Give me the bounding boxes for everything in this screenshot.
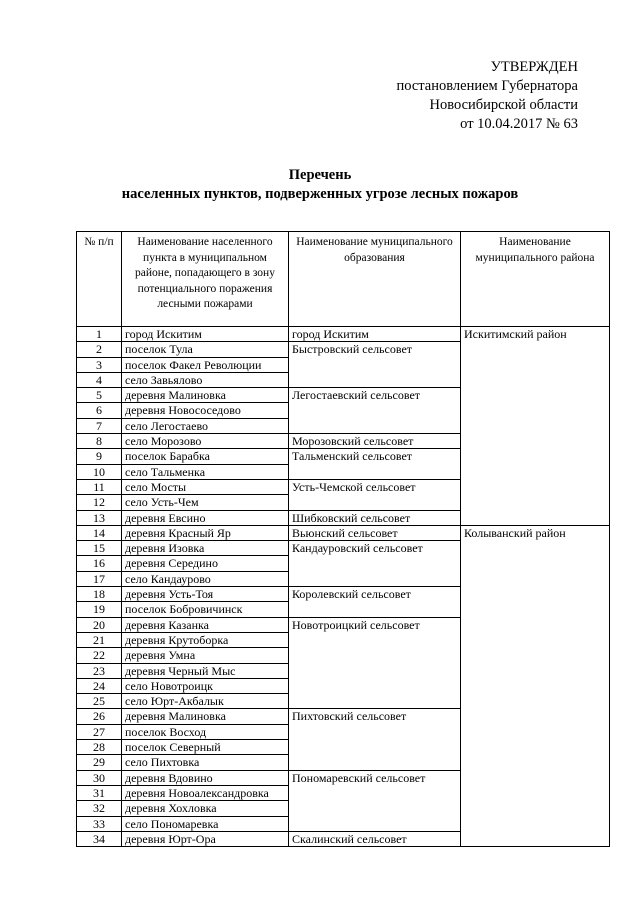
settlement-name: деревня Середино: [122, 556, 289, 571]
row-number: 13: [77, 510, 122, 525]
settlement-name: село Легостаево: [122, 418, 289, 433]
settlement-name: село Морозово: [122, 434, 289, 449]
settlement-name: поселок Факел Революции: [122, 357, 289, 372]
settlement-name: деревня Малиновка: [122, 388, 289, 403]
municipality-name: Усть-Чемской сельсовет: [289, 479, 461, 510]
municipality-name: Легостаевский сельсовет: [289, 388, 461, 434]
row-number: 31: [77, 785, 122, 800]
row-number: 6: [77, 403, 122, 418]
row-number: 33: [77, 816, 122, 831]
approval-region: Новосибирской области: [429, 97, 578, 113]
document-title: [0, 166, 640, 204]
row-number: 1: [77, 327, 122, 342]
district-name: Колыванский район: [461, 525, 610, 846]
row-number: 12: [77, 495, 122, 510]
row-number: 29: [77, 755, 122, 770]
municipality-name: Кандауровский сельсовет: [289, 541, 461, 587]
row-number: 27: [77, 724, 122, 739]
settlement-name: деревня Новоалександровка: [122, 785, 289, 800]
municipality-name: Скалинский сельсовет: [289, 831, 461, 846]
row-number: 9: [77, 449, 122, 464]
row-number: 26: [77, 709, 122, 724]
settlement-name: поселок Тула: [122, 342, 289, 357]
settlement-name: село Кандаурово: [122, 571, 289, 586]
row-number: 19: [77, 602, 122, 617]
header-municipality: Наименование муниципального образования: [289, 232, 461, 327]
settlement-name: поселок Северный: [122, 740, 289, 755]
municipality-name: Тальменский сельсовет: [289, 449, 461, 480]
settlement-name: село Усть-Чем: [122, 495, 289, 510]
row-number: 21: [77, 632, 122, 647]
settlement-name: деревня Новососедово: [122, 403, 289, 418]
settlement-name: деревня Хохловка: [122, 801, 289, 816]
row-number: 22: [77, 648, 122, 663]
row-number: 3: [77, 357, 122, 372]
settlement-name: село Новотроицк: [122, 678, 289, 693]
row-number: 14: [77, 525, 122, 540]
row-number: 25: [77, 694, 122, 709]
row-number: 18: [77, 587, 122, 602]
settlement-name: поселок Бобровичинск: [122, 602, 289, 617]
settlement-name: деревня Вдовино: [122, 770, 289, 785]
row-number: 20: [77, 617, 122, 632]
settlement-name: деревня Евсино: [122, 510, 289, 525]
header-number: № п/п: [77, 232, 122, 327]
row-number: 11: [77, 479, 122, 494]
settlement-name: деревня Малиновка: [122, 709, 289, 724]
settlement-name: поселок Барабка: [122, 449, 289, 464]
settlement-name: деревня Крутоборка: [122, 632, 289, 647]
settlement-name: город Искитим: [122, 327, 289, 342]
approval-block: [396, 58, 578, 134]
approval-decree: постановлением Губернатора: [396, 78, 578, 94]
row-number: 32: [77, 801, 122, 816]
municipality-name: Новотроицкий сельсовет: [289, 617, 461, 709]
row-number: 15: [77, 541, 122, 556]
settlement-name: село Юрт-Акбалык: [122, 694, 289, 709]
municipality-name: Шибковский сельсовет: [289, 510, 461, 525]
row-number: 34: [77, 831, 122, 846]
table-row: [77, 327, 610, 342]
row-number: 5: [77, 388, 122, 403]
table-body: [77, 327, 610, 847]
settlement-name: село Пихтовка: [122, 755, 289, 770]
municipality-name: Вьюнский сельсовет: [289, 525, 461, 540]
municipality-name: Королевский сельсовет: [289, 587, 461, 618]
header-settlement: Наименование населенного пункта в муниципальном районе, попадающего в зону потенциального поражения лесными пожарами: [122, 232, 289, 327]
municipality-name: Морозовский сельсовет: [289, 434, 461, 449]
row-number: 8: [77, 434, 122, 449]
table-header-row: [77, 232, 610, 327]
row-number: 28: [77, 740, 122, 755]
settlement-name: поселок Восход: [122, 724, 289, 739]
settlement-name: деревня Юрт-Ора: [122, 831, 289, 846]
municipality-name: Пихтовский сельсовет: [289, 709, 461, 770]
settlements-table: [76, 231, 610, 847]
settlement-name: деревня Изовка: [122, 541, 289, 556]
row-number: 16: [77, 556, 122, 571]
row-number: 23: [77, 663, 122, 678]
row-number: 7: [77, 418, 122, 433]
row-number: 4: [77, 372, 122, 387]
settlement-name: деревня Умна: [122, 648, 289, 663]
district-name: Искитимский район: [461, 327, 610, 526]
municipality-name: Быстровский сельсовет: [289, 342, 461, 388]
title-line-1: Перечень: [288, 167, 352, 183]
municipality-name: Пономаревский сельсовет: [289, 770, 461, 831]
row-number: 10: [77, 464, 122, 479]
header-district: Наименование муниципального района: [461, 232, 610, 327]
row-number: 17: [77, 571, 122, 586]
settlement-name: село Завьялово: [122, 372, 289, 387]
row-number: 2: [77, 342, 122, 357]
settlement-name: деревня Красный Яр: [122, 525, 289, 540]
municipality-name: город Искитим: [289, 327, 461, 342]
approval-heading: УТВЕРЖДЕН: [490, 59, 578, 75]
title-line-2: населенных пунктов, подверженных угрозе лесных пожаров: [121, 186, 519, 202]
settlement-name: деревня Черный Мыс: [122, 663, 289, 678]
settlement-name: деревня Казанка: [122, 617, 289, 632]
settlement-name: село Тальменка: [122, 464, 289, 479]
table-row: [77, 525, 610, 540]
row-number: 24: [77, 678, 122, 693]
settlement-name: деревня Усть-Тоя: [122, 587, 289, 602]
approval-date: от 10.04.2017 № 63: [460, 116, 578, 132]
settlement-name: село Мосты: [122, 479, 289, 494]
settlement-name: село Пономаревка: [122, 816, 289, 831]
row-number: 30: [77, 770, 122, 785]
